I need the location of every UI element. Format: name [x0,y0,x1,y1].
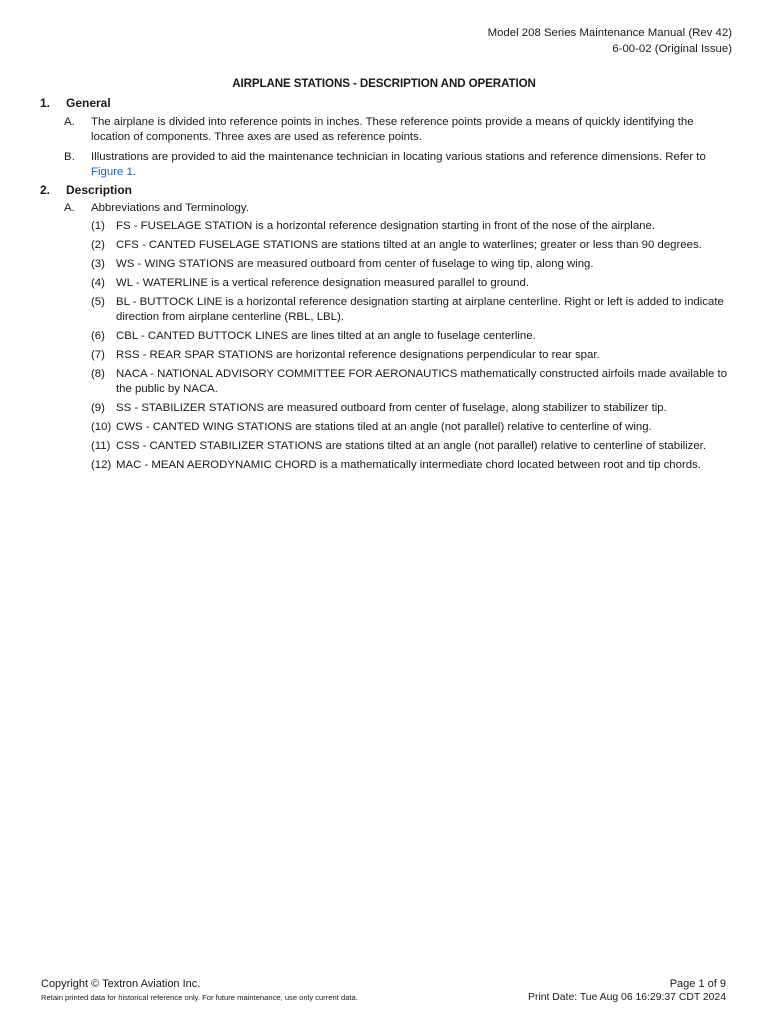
section-code: 6-00-02 (Original Issue) [612,43,732,55]
paragraph-letter: A. [64,116,75,128]
footer-right [528,977,726,1005]
page-title: AIRPLANE STATIONS - DESCRIPTION AND OPERATION [232,77,536,90]
paragraph-body [91,150,730,180]
list-item [91,367,730,397]
item-number: (10) [91,421,112,433]
item-number: (7) [91,349,105,361]
item-text: WL - WATERLINE is a vertical reference designation measured parallel to ground. [116,277,529,289]
item-text: NACA - NATIONAL ADVISORY COMMITTEE FOR AERONAUTICS mathematically constructed airfoils made available to the public by NACA. [116,368,728,395]
section-description-heading [40,182,730,198]
list-item [91,238,730,253]
manual-title: Model 208 Series Maintenance Manual (Rev 42) [487,27,732,39]
list-item [91,348,730,363]
item-text: RSS - REAR SPAR STATIONS are horizontal reference designations perpendicular to rear spar. [116,349,600,361]
item-text: CSS - CANTED STABILIZER STATIONS are stations tilted at an angle (not parallel) relative to centerline of stabilizer. [116,440,707,452]
item-text: SS - STABILIZER STATIONS are measured outboard from center of fuselage, along stabilizer to stabilizer tip. [116,402,667,414]
item-number: (6) [91,330,105,342]
item-number: (11) [91,440,111,452]
section-title: Description [66,183,133,197]
item-text: BL - BUTTOCK LINE is a horizontal reference designation starting at airplane centerline. Right or left is added to indicate direction from airplane centerline (RBL, LBL). [116,296,724,323]
paragraph-text: The airplane is divided into reference points in inches. These reference points provide a means of quickly identifying the location of components. Three axes are used as reference points. [91,116,694,143]
section-general-heading [40,95,730,111]
list-item [91,420,730,435]
list-item [91,401,730,416]
paragraph-general-b [64,150,730,180]
item-number: (4) [91,277,105,289]
figure-1-link[interactable]: Figure 1 [91,166,133,178]
list-item [91,257,730,272]
section-title: General [66,96,111,110]
print-date: Print Date: Tue Aug 06 16:29:37 CDT 2024 [528,992,726,1003]
list-item [91,439,730,454]
item-number: (2) [91,239,105,251]
list-item [91,458,730,473]
item-text: CFS - CANTED FUSELAGE STATIONS are stations tilted at an angle to waterlines; greater or less than 90 degrees. [116,239,702,251]
paragraph-text: Abbreviations and Terminology. [91,202,249,214]
list-item [91,295,730,325]
document-body [40,95,730,473]
item-text: CWS - CANTED WING STATIONS are stations tiled at an angle (not parallel) relative to centerline of wing. [116,421,652,433]
list-item [91,276,730,291]
item-text: CBL - CANTED BUTTOCK LINES are lines tilted at an angle to fuselage centerline. [116,330,536,342]
disclaimer-text: Retain printed data for historical reference only. For future maintenance, use only current data. [41,993,358,1002]
footer-left [41,977,358,1005]
paragraph-description-a [64,201,730,216]
section-number: 1. [40,96,51,110]
list-item [91,219,730,234]
item-text: WS - WING STATIONS are measured outboard from center of fuselage to wing tip, along wing. [116,258,594,270]
paragraph-period: . [132,166,136,178]
paragraph-letter: A. [64,202,75,214]
section-number: 2. [40,183,51,197]
paragraph-letter: B. [64,151,75,163]
paragraph-text: Illustrations are provided to aid the maintenance technician in locating various stations and reference dimensions. Refer to [91,151,706,163]
item-number: (5) [91,296,105,308]
copyright-text: Copyright © Textron Aviation Inc. [41,978,201,990]
item-number: (3) [91,258,105,270]
item-number: (9) [91,402,105,414]
item-number: (1) [91,220,105,232]
item-number: (8) [91,368,105,380]
list-item [91,329,730,344]
page-number: Page 1 of 9 [669,978,726,990]
item-text: MAC - MEAN AERODYNAMIC CHORD is a mathematically intermediate chord located between root and tip chords. [116,459,701,471]
paragraph-general-a [64,115,730,145]
item-text: FS - FUSELAGE STATION is a horizontal reference designation starting in front of the nose of the airplane. [116,220,655,232]
item-number: (12) [91,459,112,471]
document-header [488,25,732,57]
